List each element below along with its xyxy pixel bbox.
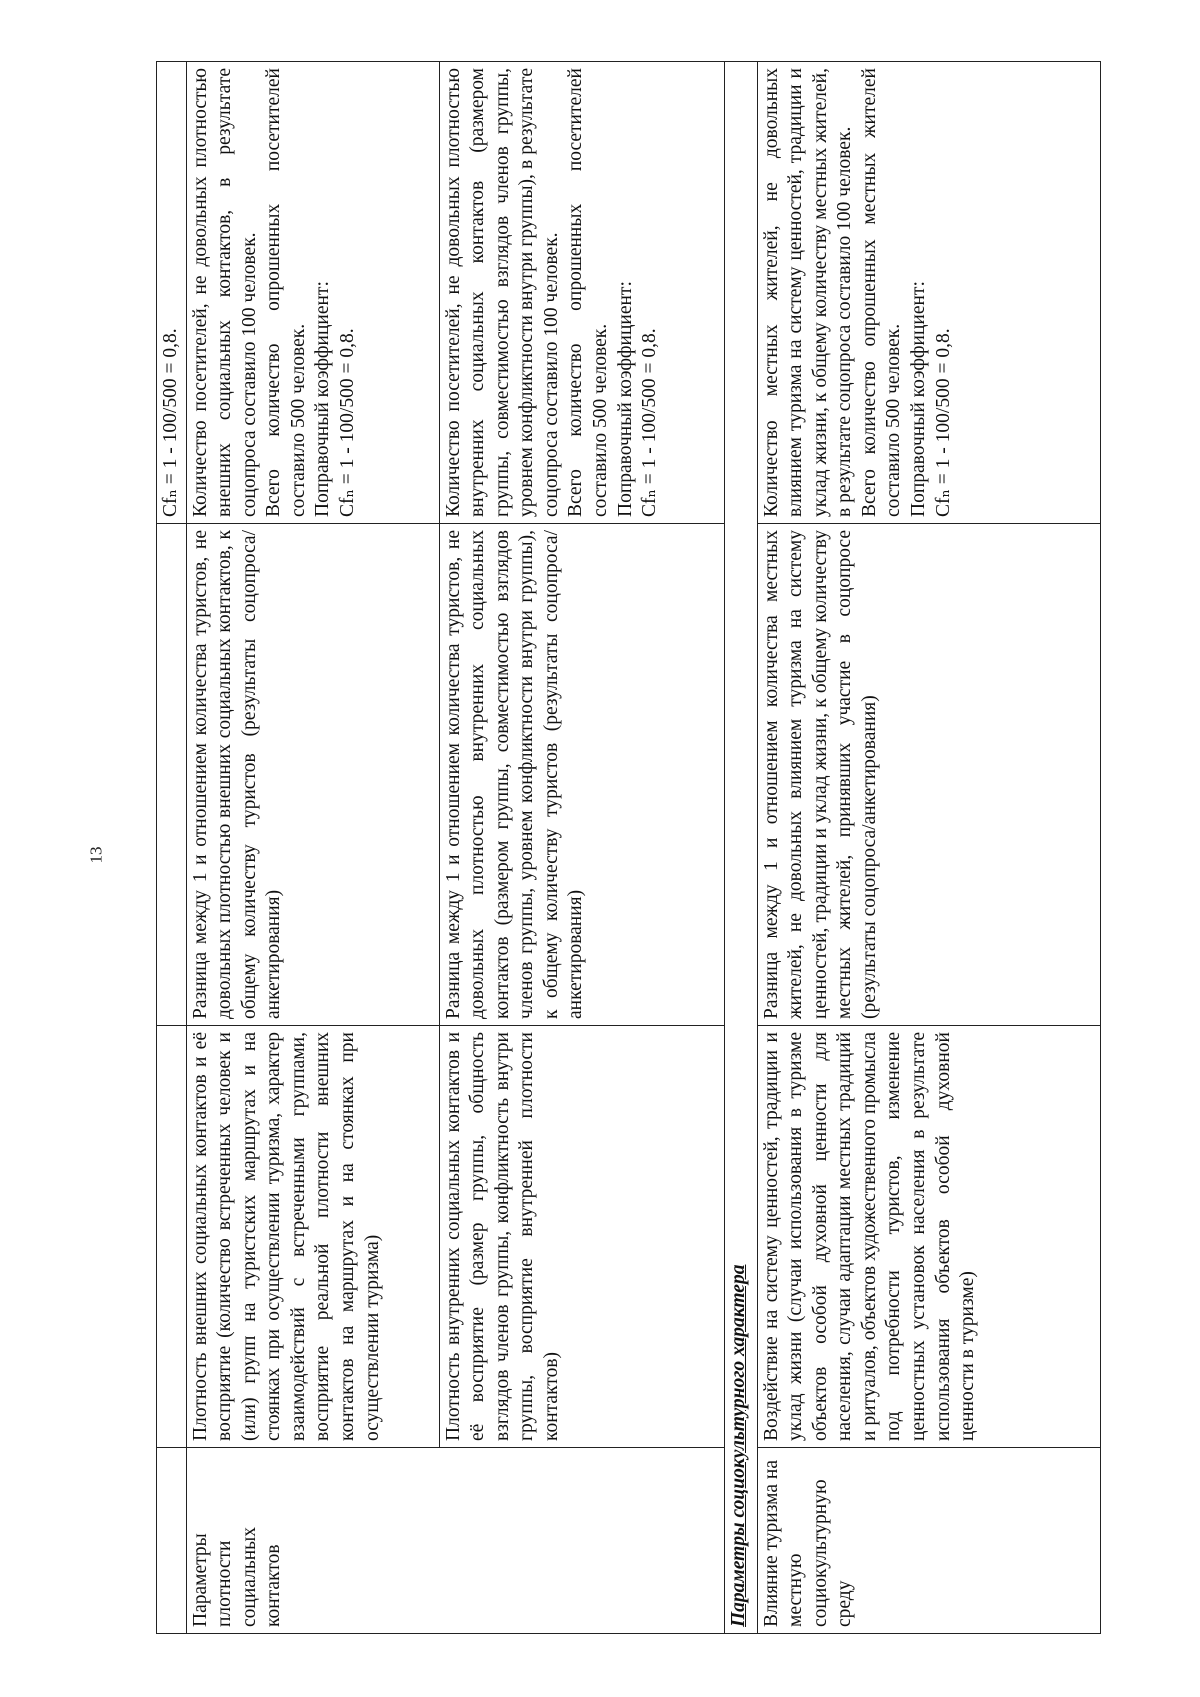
criteria-table — [156, 61, 1101, 1634]
example-text: Поправочный коэффициент: — [907, 281, 929, 517]
table-cell — [157, 1448, 187, 1634]
indicator-cell: Плотность внешних социальных контактов и её восприятие (количество встреченных человек и (или) групп на туристских маршрутах и на стоянках при осуществлении туризма, характер взаимодействий с встреченными группами, восприятие реальной плотности внешних контактов на маршрутах и на стоянках при осуществлении туризма) — [186, 1026, 439, 1448]
example-text: Всего количество опрошенных посетителей составило 500 человек. — [263, 68, 309, 517]
section-title: Параметры социокультурного характера — [724, 62, 757, 1634]
indicator-cell: Воздействие на систему ценностей, традиции и уклад жизни (случаи использования в туризме объектов особой духовной ценности для населения, случаи адаптации местных традиций и ритуалов, объектов художественного промысла под потребности туристов, изменение ценностных установок населения в результате использования объектов особой духовной ценности в туризме) — [757, 1026, 1100, 1448]
example-formula: Cfₙ = 1 - 100/500 = 0,8. — [639, 328, 661, 517]
page-number: 13 — [86, 846, 106, 864]
table-cell — [157, 1026, 187, 1448]
table-cell — [157, 524, 187, 1026]
formula-cell: Cfₙ = 1 - 100/500 = 0,8. — [157, 62, 187, 524]
method-cell: Разница между 1 и отношением количества туристов, не довольных плотностью внутренних социальных контактов (размером группы, совместимостью взглядов членов группы, уровнем конфликтности внутри группы), к общему количеству туристов (результаты соцопроса/анкетирования) — [439, 524, 724, 1026]
table-row — [757, 62, 1100, 1634]
table-row — [157, 62, 187, 1634]
method-cell: Разница между 1 и отношением количества местных жителей, не довольных влиянием туризма на систему ценностей, традиции и уклад жизни, к общему количеству местных жителей, принявших участие в соцопросе (результаты соцопроса/анкетирования) — [757, 524, 1100, 1026]
example-text: Всего количество опрошенных посетителей составило 500 человек. — [565, 68, 611, 517]
example-cell — [757, 62, 1100, 524]
example-formula: Cfₙ = 1 - 100/500 = 0,8. — [336, 328, 358, 517]
example-text: Поправочный коэффициент: — [312, 281, 334, 517]
indicator-cell: Плотность внутренних социальных контактов и её восприятие (размер группы, общность взглядов членов группы, конфликтность внутри группы, восприятие внутренней плотности контактов) — [439, 1026, 724, 1448]
rotated-table-container — [156, 62, 1150, 1634]
example-cell — [439, 62, 724, 524]
parameter-name-cell: Влияние туризма на местную социокультурную среду — [757, 1448, 1100, 1634]
example-text: Всего количество опрошенных местных жителей составило 500 человек. — [858, 68, 905, 517]
method-cell: Разница между 1 и отношением количества туристов, не довольных плотностью внешних социальных контактов, к общему количеству туристов (результаты соцопроса/анкетирования) — [186, 524, 439, 1026]
table-row — [439, 62, 724, 1634]
parameter-name-cell: Параметры плотности социальных контактов — [186, 1448, 724, 1634]
table-row — [186, 62, 439, 1634]
example-text: Поправочный коэффициент: — [614, 281, 636, 517]
section-header-row — [724, 62, 757, 1634]
example-text: Количество посетителей, не довольных плотностью внешних социальных контактов, в результате соцопроса составило 100 человек. — [189, 68, 260, 517]
example-formula: Cfₙ = 1 - 100/500 = 0,8. — [932, 328, 954, 517]
example-cell — [186, 62, 439, 524]
example-text: Количество посетителей, не довольных плотностью внутренних социальных контактов (размером группы, совместимостью взглядов членов группы, уровнем конфликтности внутри группы), в результате соцопроса составило 100 человек. — [442, 68, 562, 517]
example-text: Количество местных жителей, не довольных влиянием туризма на систему ценностей, традиции и уклад жизни, к общему количеству местных жителей, в результате соцопроса составило 100 человек. — [760, 68, 856, 517]
